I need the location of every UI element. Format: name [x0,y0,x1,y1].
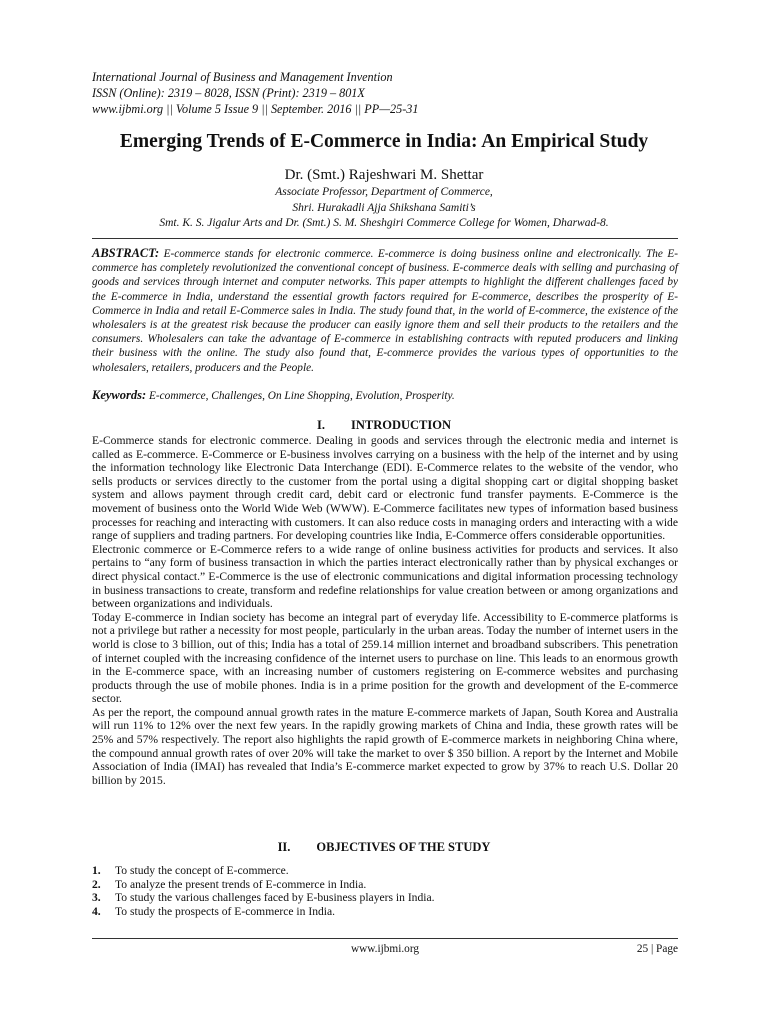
list-item-text: To study the concept of E-commerce. [115,864,289,877]
paragraph: Electronic commerce or E-Commerce refers to a wide range of online business activities for products and services. It also pertains to “any form of business transaction in which the parties interact electronically rather than by physical exchanges or direct physical contact.” E-Commerce is the use of electronic communications and digital information processing technology in business transactions to create, transform and redefine relationships for value creation between or among organizations and between organizations and individuals. [92,542,678,611]
list-item-number: 4. [92,904,101,918]
journal-issn: ISSN (Online): 2319 – 8028, ISSN (Print): 2319 – 801X [92,86,365,100]
footer-rule [92,938,678,939]
section-heading-introduction [60,418,708,433]
section-heading-objectives [60,840,708,855]
keywords-label: Keywords: [92,388,147,402]
journal-header [92,69,692,117]
list-item-number: 1. [92,864,101,877]
list-item [92,905,678,919]
list-item-number: 3. [92,891,101,905]
paragraph: E-Commerce stands for electronic commerce. Dealing in goods and services through the electronic media and internet is called as E-commerce. E-Commerce or E-business involves carrying on a business with the help of the internet and by using the information technology like Electronic Data Interchange (EDI). E-Commerce relates to the website of the vendor, who sells products or services directly to the customer from the portal using a digital shopping cart or digital shopping basket system and allows payment through credit card, debit card or electronic fund transfer payments. E-Commerce is the movement of business onto the World Wide Web (WWW). E-Commerce facilitates new types of information based business processes for reaching and interacting with customers. It can also reduce costs in managing orders and interacting with a wide range of suppliers and trading partners. For developing countries like India, E-Commerce offers considerable opportunities. [92,434,678,543]
journal-name: International Journal of Business and Management Invention [92,70,393,84]
section-title: INTRODUCTION [350,418,451,432]
list-item-text: To analyze the present trends of E-commerce in India. [115,877,367,891]
abstract [92,246,678,375]
paragraph: As per the report, the compound annual growth rates in the mature E-commerce markets of Japan, South Korea and Australia will run 11% to 12% over the next few years. In the rapidly growing markets of China and India, these growth rates will be 25% and 57% respectively. The report also highlights the rapid growth of E-commerce markets in neighboring China where, the compound annual growth rates of over 20% will take the market to over $ 350 billion. A report by the Internet and Mobile Association of India (IMAI) has revealed that India’s E-commerce market expected to grow by 37% to reach U.S. Dollar 20 billion by 2015. [92,705,678,787]
paper-title: Emerging Trends of E-Commerce in India: An Empirical Study [119,131,649,152]
list-item [92,864,678,878]
keywords-text: E-commerce, Challenges, On Line Shopping, Evolution, Prosperity. [149,390,455,402]
affiliation-line: Associate Professor, Department of Commerce, [275,186,493,198]
footer-website: www.ijbmi.org [350,943,420,955]
author-affiliation [60,185,708,232]
author-name: Dr. (Smt.) Rajeshwari M. Shettar [284,167,484,183]
abstract-top-rule [92,238,678,239]
affiliation-line: Smt. K. S. Jigalur Arts and Dr. (Smt.) S. M. Sheshgiri Commerce College for Women, Dharwad-8. [159,217,609,229]
abstract-text: E-commerce stands for electronic commerce. E-commerce is doing business online and electronically. The E-commerce has completely revolutionized the conventional concept of business. E-commerce deals with selling and purchasing of goods and services through internet and computer networks. This paper attempts to highlight the different challenges faced by the E-commerce in India, understand the essential growth factors required for E-commerce, describes the prosperity of E-Commerce in India and retail E-Commerce sales in India. The study found that, in the world of E-commerce, the existence of the wholesalers is at the greatest risk because the producer can easily ignore them and sell their products to the retailers and the consumers. Wholesalers can take the advantage of E-commerce in establishing contracts with reputed producers and linking their business with the online. The study also found that, E-commerce provides the various types of opportunities to the wholesalers, retailers, producers and the People. [92,248,678,374]
section-title: OBJECTIVES OF THE STUDY [316,840,491,854]
introduction-body [92,434,678,787]
section-number: II. [277,840,291,854]
list-item-number: 2. [92,877,101,891]
paragraph: Today E-commerce in Indian society has become an integral part of everyday life. Accessibility to E-commerce platforms is not a privilege but rather a necessity for most people, particularly in the urban areas. Today the number of internet users in the world is close to 3 billion, out of this; India has a total of 259.14 million internet and broadband subscribers. This penetration of internet coupled with the increasing confidence of the internet users to purchase on line. This leads to an enormous growth in the E-commerce space, with an increasing number of customers registering on E-commerce websites and purchasing products through the use of mobile phones. India is in a prime position for the growth and development of the E-commerce sector. [92,610,678,706]
list-item [92,891,678,905]
list-item-text: To study the prospects of E-commerce in India. [115,904,336,918]
journal-issue-info: www.ijbmi.org || Volume 5 Issue 9 || September. 2016 || PP—25-31 [92,102,419,116]
objectives-list [92,864,678,918]
keywords [92,388,678,403]
affiliation-line: Shri. Hurakadli Ajja Shikshana Samiti’s [292,201,476,214]
list-item [92,878,678,892]
page-number: 25 | Page [636,943,678,955]
abstract-label: ABSTRACT: [92,246,160,260]
section-number: I. [316,418,325,432]
list-item-text: To study the various challenges faced by E-business players in India. [115,891,435,905]
